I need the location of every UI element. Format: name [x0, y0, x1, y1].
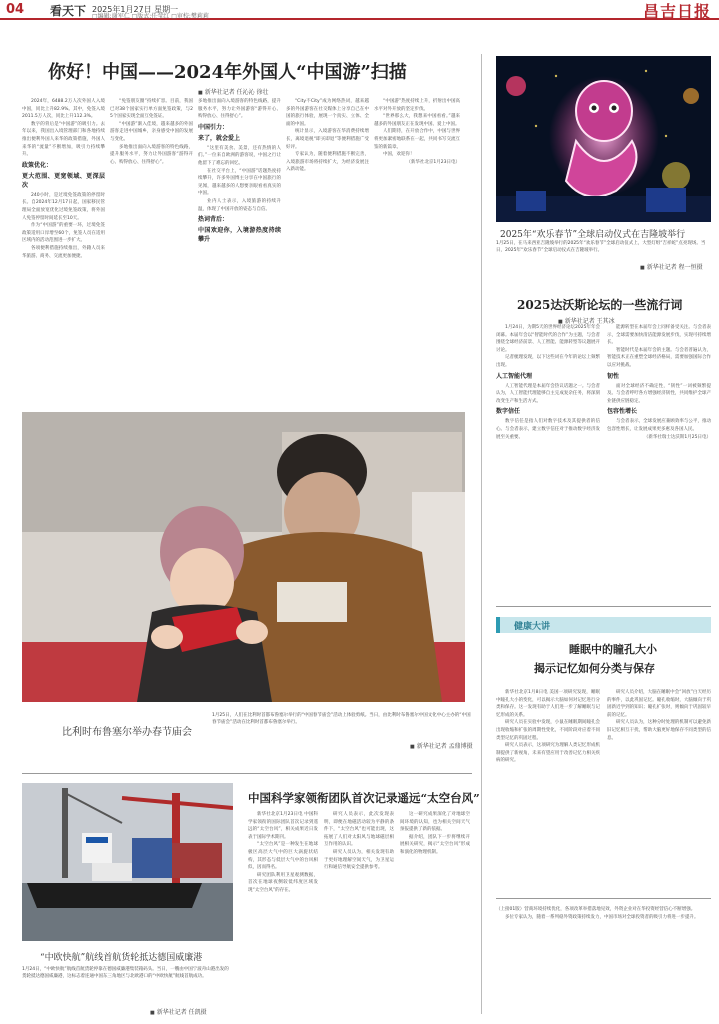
section-divider: [496, 606, 711, 607]
rail-caption-title: “中欧快航”航线首航货轮抵达德国威廉港: [40, 953, 203, 963]
lead-byline: ■ 新华社记者 任沁沁 徐壮: [198, 87, 269, 96]
davos-column-2: 能源转型在本届年会上同样备受关注。与会者表示，全球需要加快清洁能源发展步伐，实现可持续增长。 智能时代是本届年会的主题。与会者普遍认为，智能技术正在重塑全球经济格局，需要加强国际合作以应对挑战。 韧性 面对全球经济不确定性，“韧性”一词被频繁提及。与会者呼吁各方增强经济韧性，共同维护全球产业链供应链稳定。 包容性增长 与会者表示，全球发展应兼顾效率与公平，推动包容性增长，让发展成果更多惠及各国人民。 （新华社瑞士达沃斯1月25日电）: [607, 325, 711, 440]
issue-date: 2025年1月27日 星期一: [92, 5, 179, 14]
paper-cutting-photo: [22, 412, 465, 702]
section-label: 看天下: [50, 4, 87, 18]
health-headline-1: 睡眠中的瞳孔大小: [569, 643, 657, 656]
space-column-1: 新华社北京1月23日电 中国科学家领衔的国际团队首次记录到遥远的“太空台风”，相关成果近日发表于国际学术期刊。 “太空台风”是一种发生在地球极区高层大气中的巨大涡旋状结构，其形态与低层大气中的台风相似，因而得名。 研究团队利用卫星观测数据，首次在地球夜侧较低纬度区域发现“太空台风”的存在。: [248, 812, 318, 893]
davos-column-1: 1月24日，为期5天的世界经济论坛2025年年会闭幕。本届年会以“智能时代的合作”为主题，与会者围绕全球经济前景、人工智能、能源转型等议题展开讨论。 记者梳理发现，以下这些词在今年的论坛上频繁出现。 人工智能代理 人工智能代理是本届年会热议话题之一。与会者认为，人工智能代理能够自主完成复杂任务，将深刻改变生产和生活方式。 数字信任 数字信任是指人们对数字技术及其提供者的信心。与会者表示，建立数字信任对于推动数字经济发展至关重要。: [496, 325, 600, 440]
festival-byline: ■ 新华社记者 程一恒摄: [640, 262, 703, 271]
column-divider: [481, 54, 482, 1014]
festival-caption-title: 2025年“欢乐春节”全球启动仪式在吉隆坡举行: [500, 230, 686, 240]
health-column-2: 研究人员介绍，大脑在睡眠中会“回放”白天经历的事件，以此巩固记忆。瞳孔收缩时，大脑倾向于巩固新近学到的知识；瞳孔扩张时，则倾向于巩固较早前的记忆。 研究人员认为，这种分时处理的机制可以避免新旧记忆相互干扰，帮助大脑更好地保存不同类型的信息。: [607, 690, 711, 741]
lead-column-1: 2024年，6488.2万人次外国人入境中国，同比上升82.9%。其中，免签入境2011.5万人次，同比上升112.3%。 数字的背后是“中国游”的吸引力。去年以来，我国出入境管理部门和各地持续推出便利外国人来华的政策措施，外国人来华的“流量”不断增加，吸引力持续攀升。 政策优化： 更大范围、更宽领域、更深层次 240小时，是过境免签政策的停留时长。自2024年12月17日起，国家移民管理局全面放宽优化过境免签政策，将外国人免签停留时间延长至10天。 作为“中国游”的重要一环，过境免签政策适用口岸增至60个，免签人员在适用区域内的活动范围进一步扩大。 各项便利措施持续推出，外籍人员来华旅游、商务、交流更加便捷。: [22, 99, 105, 259]
masthead-logo: 昌吉日报: [642, 2, 711, 21]
lead-column-2: “免签朋友圈”持续扩容。目前，我国已对38个国家实行单方面免签政策，与25个国家实现全面互免签证。 “中国游”渐入佳境，越来越多的外国游客走进中国城乡，亲身感受中国的发展与变化。 多地推出面向入境游客的特色线路，提升服务水平，努力让外国游客“游得开心、购得放心、住得舒心”。: [110, 99, 193, 165]
section-divider: [496, 898, 711, 899]
fair-caption-body: 1月25日，人们在比利时首都布鲁塞尔举行的“中国春节庙会”活动上体验剪纸。当日，由比利时布鲁塞尔中国文化中心主办的“中国春节庙会”活动在比利时首都布鲁塞尔举行。: [212, 713, 471, 725]
space-column-2: 研究人员表示，此次发现表明，即便在地磁活动较为平静的条件下，“太空台风”也可能出现，这拓展了人们对太阳风与地球磁层相互作用的认识。 研究人员认为，相关发现有助于更好地理解空间天气，为卫星运行和通信导航安全提供参考。: [324, 812, 394, 871]
festival-lantern-photo: [496, 56, 711, 222]
fair-caption-title: 比利时布鲁塞尔举办春节庙会: [62, 727, 192, 738]
cargo-ship-photo: [22, 783, 233, 941]
editors-line: □编辑:谢军仁 □版式:任莹红 □审校:樊莉莉: [92, 13, 209, 20]
lead-column-4: “City不City”成为网络热词，越来越多的外国游客在社交媒体上分享自己在中国的旅行体验，展现一个真实、立体、全面的中国。 统计显示，入境游客在华消费持续增长，离境退税“即买即退”等便利措施广受好评。 专家认为，随着便利措施不断完善，入境旅游市场将持续扩大，为经济发展注入新动能。: [286, 99, 369, 173]
page-number: 04: [6, 2, 25, 17]
space-headline: 中国科学家领衔团队首次记录遥远“太空台风”: [248, 791, 480, 805]
page-header: [0, 0, 719, 20]
health-column-1: 新华社北京1月8日电 美国一项研究发现，睡眠中瞳孔大小的变化，可以揭示大脑如何对记忆进行分类和保存。这一发现有助于人们进一步了解睡眠与记忆形成的关系。 研究人员在实验中发现，小鼠在睡眠期间瞳孔会出现收缩和扩张的周期性变化，不同阶段对应着不同类型记忆的巩固过程。 研究人员表示，这项研究为理解人类记忆形成机制提供了新视角，未来有望应用于改善记忆力相关疾病的研究。: [496, 690, 600, 764]
health-headline-2: 揭示记忆如何分类与保存: [534, 662, 655, 675]
lead-column-3: 多地推出面向入境游客的特色线路，提升服务水平，努力让外国游客“游得开心、购得放心、住得舒心”。 中国引力： 来了，就会爱上 “这里有美食、美景，还有热情的人们。”一位来自欧洲的游客说，中国之行让他留下了难忘的回忆。 在社交平台上，“中国游”话题热度持续攀升，许多外国博主分享在中国旅行的见闻，越来越多的人想要亲眼看看真实的中国。 业内人士表示，入境旅游的持续升温，体现了中国开放的姿态与自信。 热词背后： 中国欢迎你，入境游热度持续攀升: [198, 99, 281, 244]
continued-column: （上接01版）营商环境持续优化，各项改革举措落地见效，外资企业对在华投资经营信心不断增强。 多位专家认为，随着一系列稳外资政策持续发力，中国市场对全球投资者的吸引力将进一步提升。: [496, 907, 699, 920]
davos-byline: ■ 新华社记者 王其冰: [558, 316, 615, 325]
lead-column-5: “中国游”热度持续上升，折射出中国高水平对外开放的坚定步伐。 “世界那么大，我想来中国看看。”越来越多的外国朋友正在发现中国、爱上中国。 人们期待，在开放合作中，中国与世界将更加紧密地联系在一起，共同书写交流互鉴的新篇章。 中国，欢迎你！ （新华社北京1月23日电）: [374, 99, 460, 165]
section-divider: [22, 773, 472, 774]
fair-byline: ■ 新华社记者 孟鼎博摄: [410, 741, 473, 750]
health-section-tag: 健康大讲: [496, 617, 711, 633]
davos-headline: 2025达沃斯论坛的一些流行词: [517, 298, 683, 312]
lead-headline: 你好！中国——2024年外国人“中国游”扫描: [48, 62, 407, 83]
festival-caption-body: 1月25日，在马来西亚吉隆坡举行的2025年“欢乐春节”全球启动仪式上，大型灯组“吉祥蛇”点亮现场。当日，2025年“欢乐春节”全球启动仪式在吉隆坡举行。: [496, 241, 706, 253]
space-column-3: 这一研究成果深化了对地球空间环境的认知，也为相关空间天气预报提供了新的依据。 据介绍，团队下一步将继续开展相关研究，揭示“太空台风”形成和演化的物理机制。: [400, 812, 470, 855]
rail-byline: ■ 新华社记者 任凯摄: [150, 1007, 207, 1016]
rail-caption-body: 1月24日，“中欧快航”航线首航货轮停靠在德国威廉港集装箱码头。当日，一艘由中国宁波舟山港出发的货轮抵达德国威廉港，这标志着连通中国东三角地区与北欧港口的“中欧快航”航线首航成功。: [22, 967, 229, 979]
